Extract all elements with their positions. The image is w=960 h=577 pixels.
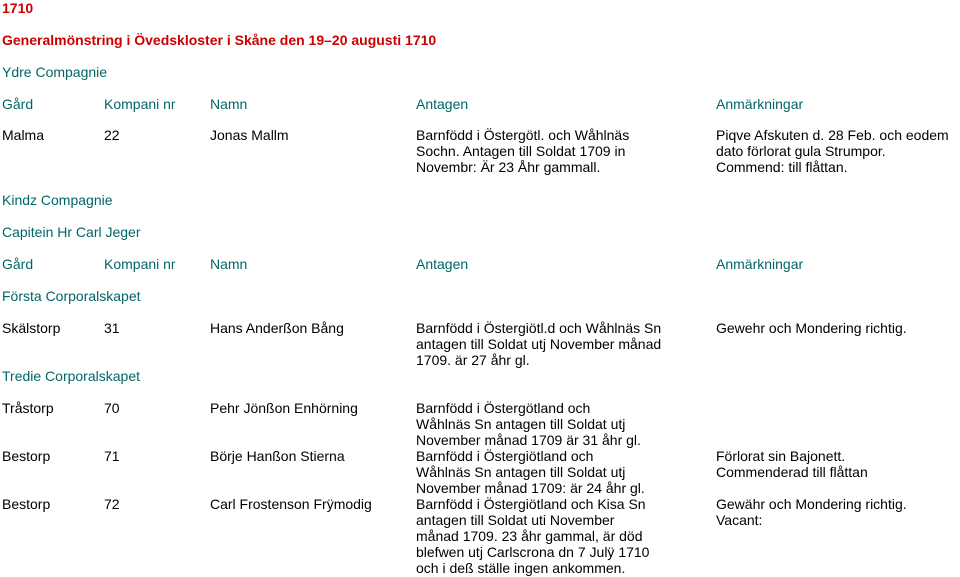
row-gard: Bestorp (2, 496, 51, 512)
header-antagen: Antagen (416, 256, 469, 272)
row-kompani-nr: 31 (104, 320, 120, 336)
header-kompani-nr: Kompani nr (104, 96, 176, 112)
capitein-title: Capitein Hr Carl Jeger (2, 224, 141, 240)
row-anmarkningar: Gewähr och Mondering richtig. Vacant: (716, 496, 907, 528)
row-anmarkningar: Förlorat sin Bajonett. Commenderad till flåttan (716, 448, 868, 480)
page-year: 1710 (2, 0, 34, 16)
row-gard: Malma (2, 127, 45, 143)
header-namn: Namn (210, 256, 248, 272)
row-namn: Carl Frostenson Frÿmodig (210, 496, 372, 512)
page-title: Generalmönstring i Övedskloster i Skåne den 19–20 augusti 1710 (2, 32, 437, 48)
row-antagen: Barnfödd i Östergiötland och Kisa Sn antagen till Soldat uti November månad 1709. 23 åhr gammal, är död blefwen utj Carlscrona dn 7 Julÿ 1710 och i deß ställe ingen ankommen. (416, 496, 650, 576)
row-namn: Hans Anderßon Bång (210, 320, 344, 336)
header-kompani-nr: Kompani nr (104, 256, 176, 272)
row-antagen: Barnfödd i Östergötland och Wåhlnäs Sn antagen till Soldat utj November månad 1709 är 31 åhr gl. (416, 400, 641, 448)
row-kompani-nr: 71 (104, 448, 120, 464)
row-kompani-nr: 70 (104, 400, 120, 416)
row-anmarkningar: Gewehr och Mondering richtig. (716, 320, 907, 336)
tredie-corporalskapet-title: Tredie Corporalskapet (2, 368, 140, 384)
row-kompani-nr: 72 (104, 496, 120, 512)
ydre-company-title: Ydre Compagnie (2, 64, 108, 80)
row-gard: Skälstorp (2, 320, 61, 336)
header-gard: Gård (2, 96, 34, 112)
row-namn: Jonas Mallm (210, 127, 289, 143)
row-antagen: Barnfödd i Östergiötland och Wåhlnäs Sn antagen till Soldat utj November månad 1709: är 24 åhr gl. (416, 448, 645, 496)
header-antagen: Antagen (416, 96, 469, 112)
header-gard: Gård (2, 256, 34, 272)
row-namn: Pehr Jönßon Enhörning (210, 400, 358, 416)
row-anmarkningar: Piqve Afskuten d. 28 Feb. och eodem dato förlorat gula Strumpor. Commend: till flåttan. (716, 127, 949, 175)
header-namn: Namn (210, 96, 248, 112)
header-anmarkningar: Anmärkningar (716, 96, 804, 112)
row-gard: Bestorp (2, 448, 51, 464)
row-namn: Börje Hanßon Stierna (210, 448, 345, 464)
row-gard: Tråstorp (2, 400, 54, 416)
row-antagen: Barnfödd i Östergötl. och Wåhlnäs Sochn. Antagen till Soldat 1709 in Novembr: Är 23 Åhr gammall. (416, 127, 630, 175)
kindz-company-title: Kindz Compagnie (2, 192, 113, 208)
forsta-corporalskapet-title: Första Corporalskapet (2, 288, 141, 304)
header-anmarkningar: Anmärkningar (716, 256, 804, 272)
row-kompani-nr: 22 (104, 127, 120, 143)
row-antagen: Barnfödd i Östergiötl.d och Wåhlnäs Sn antagen till Soldat utj November månad 1709. är 27 åhr gl. (416, 320, 662, 368)
